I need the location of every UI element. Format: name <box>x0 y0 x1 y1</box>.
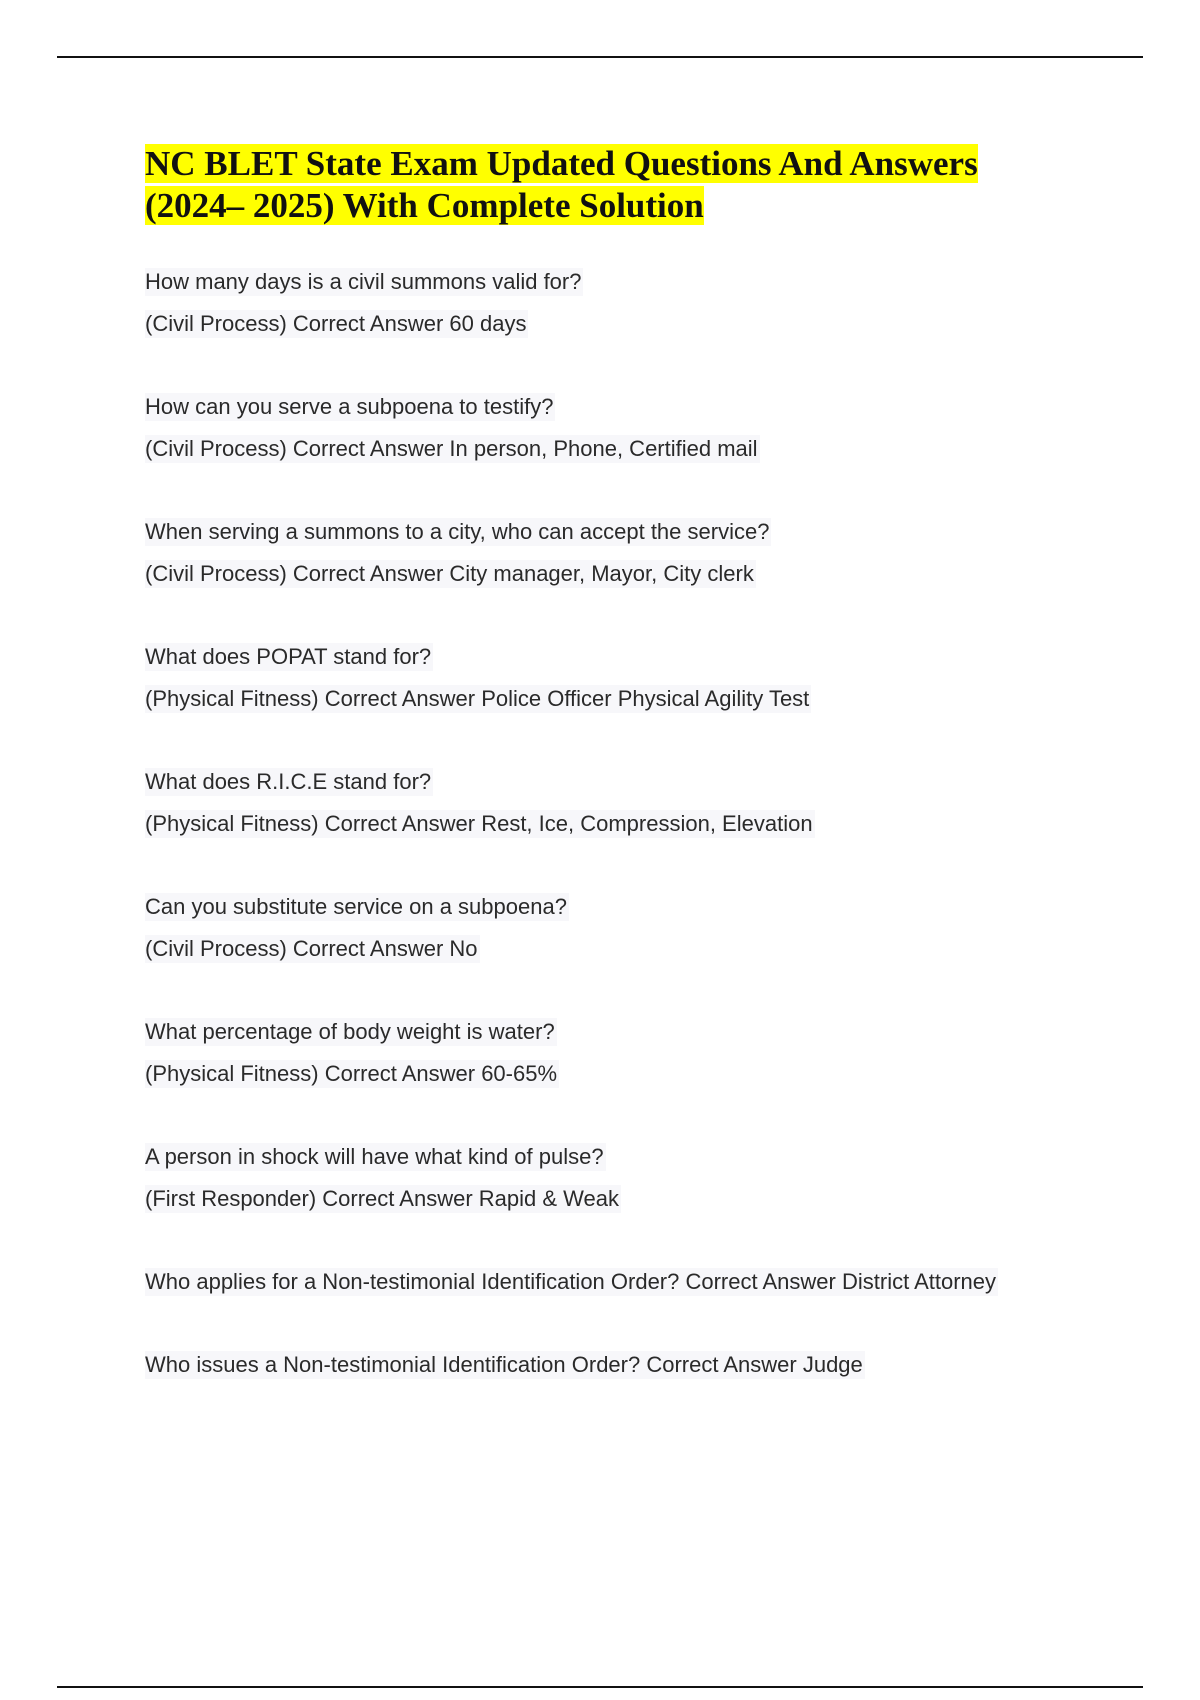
question-text: What does R.I.C.E stand for? <box>145 769 432 794</box>
question-text: Who applies for a Non-testimonial Identification Order? Correct Answer District Attorney <box>145 1269 997 1294</box>
title-line-2: (2024– 2025) With Complete Solution <box>145 186 704 225</box>
question-text: When serving a summons to a city, who can accept the service? <box>145 519 770 544</box>
document-title <box>145 143 1145 227</box>
footer-rule <box>57 1686 1143 1688</box>
answer-text: (Physical Fitness) Correct Answer Rest, Ice, Compression, Elevation <box>145 811 813 836</box>
answer-text: (Physical Fitness) Correct Answer Police Officer Physical Agility Test <box>145 686 810 711</box>
answer-text: (First Responder) Correct Answer Rapid & Weak <box>145 1186 619 1211</box>
question-text: Who issues a Non-testimonial Identification Order? Correct Answer Judge <box>145 1352 863 1377</box>
answer-text: (Civil Process) Correct Answer No <box>145 936 478 961</box>
qa-item <box>145 1261 1145 1303</box>
question-text: What does POPAT stand for? <box>145 644 432 669</box>
qa-item <box>145 1011 1145 1095</box>
answer-text: (Civil Process) Correct Answer City manager, Mayor, City clerk <box>145 561 754 586</box>
qa-item <box>145 1344 1145 1386</box>
document-body <box>145 143 1145 1427</box>
question-text: Can you substitute service on a subpoena? <box>145 894 567 919</box>
qa-item <box>145 761 1145 845</box>
answer-text: (Civil Process) Correct Answer In person, Phone, Certified mail <box>145 436 758 461</box>
question-text: What percentage of body weight is water? <box>145 1019 555 1044</box>
title-line-1: NC BLET State Exam Updated Questions And Answers <box>145 144 978 183</box>
question-text: How many days is a civil summons valid for? <box>145 269 582 294</box>
qa-item <box>145 886 1145 970</box>
answer-text: (Physical Fitness) Correct Answer 60-65% <box>145 1061 558 1086</box>
qa-item <box>145 386 1145 470</box>
question-text: How can you serve a subpoena to testify? <box>145 394 554 419</box>
header-rule <box>57 56 1143 58</box>
qa-item <box>145 636 1145 720</box>
qa-item <box>145 261 1145 345</box>
qa-item <box>145 1136 1145 1220</box>
qa-item <box>145 511 1145 595</box>
answer-text: (Civil Process) Correct Answer 60 days <box>145 311 527 336</box>
question-text: A person in shock will have what kind of pulse? <box>145 1144 604 1169</box>
